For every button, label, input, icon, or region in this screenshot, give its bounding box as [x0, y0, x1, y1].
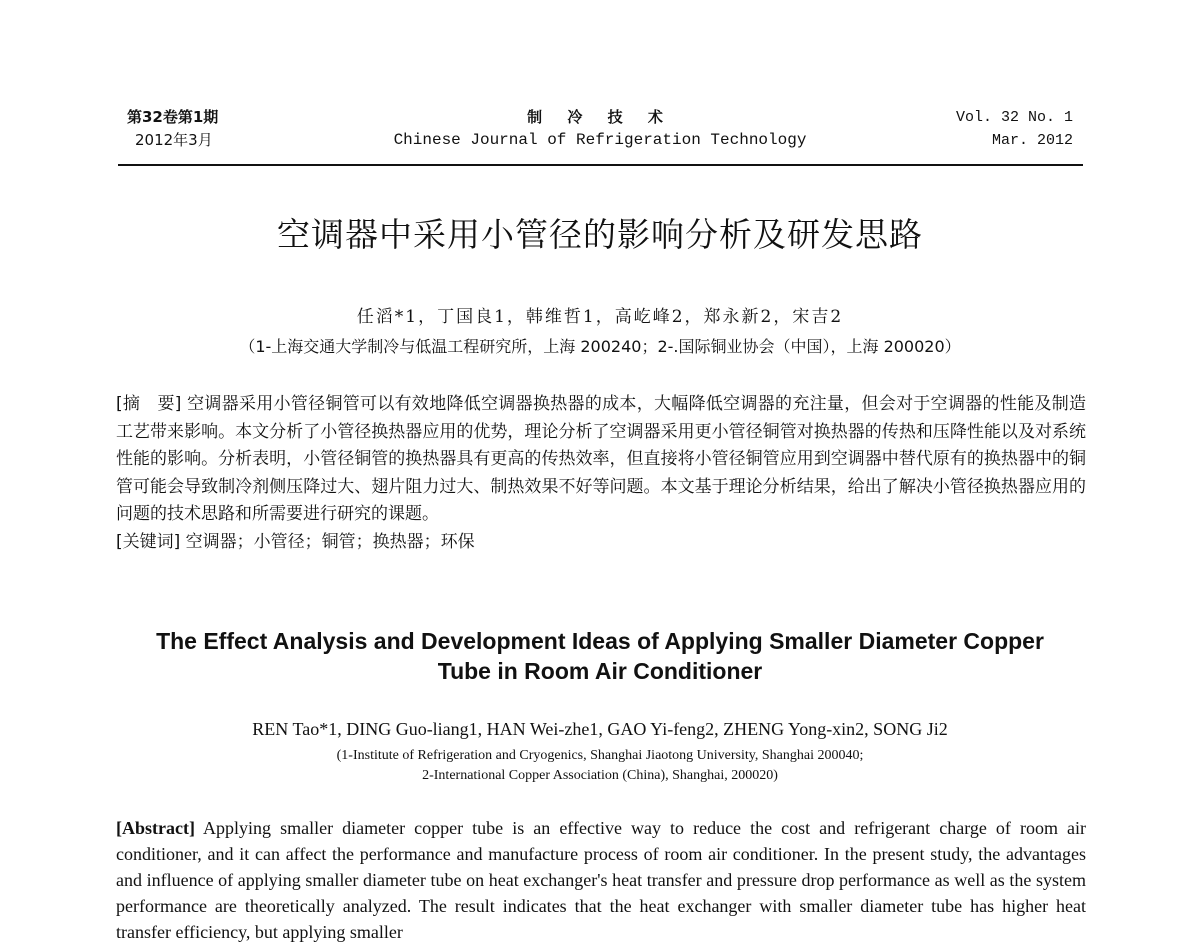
date-en: Mar. 2012: [991, 132, 1073, 149]
abstract-zh-text: 空调器采用小管径铜管可以有效地降低空调器换热器的成本，大幅降低空调器的充注量，但会对于空调器的性能及制造工艺带来影响。本文分析了小管径换热器应用的优势，理论分析了空调器采用更小管径铜管对换热器的传热和压降性能以及对系统性能的影响。分析表明，小管径铜管的换热器具有更高的传热效率，但直接将小管径铜管应用到空调器中替代原有的换热器中的铜管可能会导致制冷剂侧压降过大、翅片阻力过大、制热效果不好等问题。本文基于理论分析结果，给出了解决小管径换热器应用的问题的技术思路和所需要进行研究的课题。: [116, 394, 1087, 524]
authors-en: REN Tao*1, DING Guo-liang1, HAN Wei-zhe1, GAO Yi-feng2, ZHENG Yong-xin2, SONG Ji2: [252, 719, 948, 739]
journal-title-en: Chinese Journal of Refrigeration Technology: [393, 131, 807, 149]
affiliation-en: [0, 746, 1200, 786]
page-bottom-clip: [0, 942, 1200, 952]
volume-en: Vol. 32 No. 1: [955, 109, 1073, 126]
abstract-en: [116, 815, 1086, 945]
header-rule: [118, 164, 1083, 166]
paper-title-zh: 空调器中采用小管径的影响分析及研发思路: [277, 215, 923, 254]
date-zh: 2012年3月: [135, 131, 213, 149]
journal-title-zh: 制 冷 技 术: [527, 108, 673, 126]
abstract-en-text: Applying smaller diameter copper tube is an effective way to reduce the cost and refrigerant charge of room air conditioner, and it can affect the performance and manufacture process of room air conditioner. In the present study, the advantages and influence of applying smaller diameter tube on heat exchanger's heat transfer and pressure drop performance as well as the system performance are theoretically analyzed. The result indicates that the heat exchanger with smaller diameter tube has higher heat transfer efficiency, but applying smaller: [116, 818, 1086, 942]
keywords-zh: 空调器；小管径；铜管；换热器；环保: [185, 531, 475, 552]
authors-zh: 任滔*1，丁国良1，韩维哲1，高屹峰2，郑永新2，宋吉2: [356, 307, 844, 327]
paper-title-en: The Effect Analysis and Development Ideas of Applying Smaller Diameter Copper Tube in Room Air Conditioner: [156, 628, 1044, 684]
keywords-zh-label: [关键词]: [116, 531, 181, 552]
abstract-en-label: [Abstract]: [116, 818, 195, 838]
abstract-zh-label: [摘 要]: [116, 394, 182, 414]
volume-zh: 第32卷第1期: [127, 108, 219, 126]
affiliation-en-line-1: (1-Institute of Refrigeration and Cryogenics, Shanghai Jiaotong University, Shanghai 200040;: [336, 748, 864, 763]
affiliation-en-line-2: 2-International Copper Association (China), Shanghai, 200020): [422, 768, 778, 783]
header-volume-en: [956, 106, 1073, 152]
abstract-zh: [116, 391, 1086, 556]
affiliation-zh: （1-上海交通大学制冷与低温工程研究所，上海 200240；2-.国际铜业协会（中国），上海 200020）: [239, 337, 961, 356]
